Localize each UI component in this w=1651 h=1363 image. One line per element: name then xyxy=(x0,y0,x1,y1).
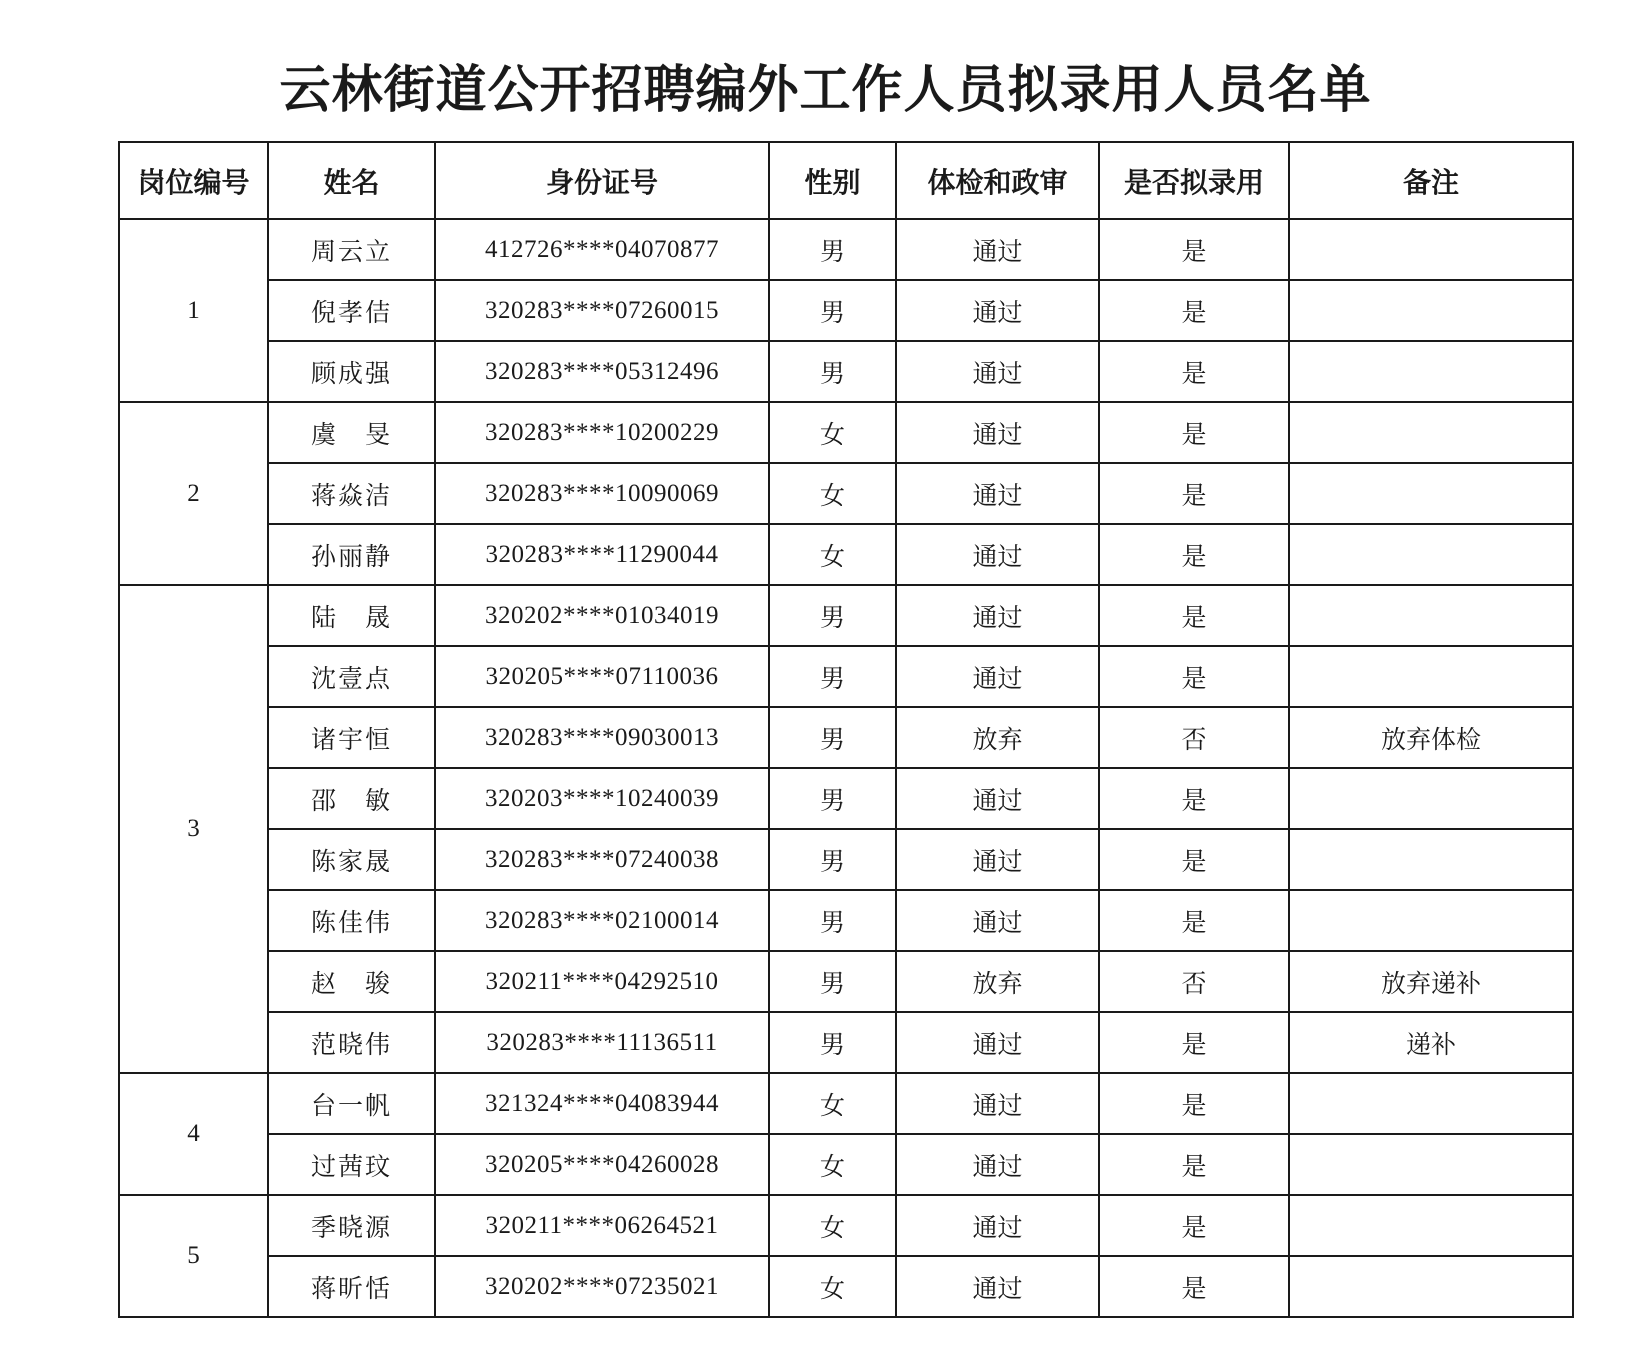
remarks-cell xyxy=(1289,890,1573,951)
name-cell: 诸宇恒 xyxy=(268,707,435,768)
exam-review-cell: 通过 xyxy=(896,1134,1099,1195)
header-gender: 性别 xyxy=(769,142,896,219)
gender-cell: 男 xyxy=(769,646,896,707)
remarks-cell: 放弃递补 xyxy=(1289,951,1573,1012)
id-number-cell: 320283****02100014 xyxy=(435,890,769,951)
id-number-cell: 320283****10200229 xyxy=(435,402,769,463)
post-number-cell: 2 xyxy=(119,402,268,585)
id-number-cell: 320283****11136511 xyxy=(435,1012,769,1073)
name-cell: 季晓源 xyxy=(268,1195,435,1256)
proposed-hire-cell: 否 xyxy=(1099,951,1289,1012)
proposed-hire-cell: 是 xyxy=(1099,1256,1289,1317)
remarks-cell xyxy=(1289,1195,1573,1256)
id-number-cell: 320283****11290044 xyxy=(435,524,769,585)
name-cell: 孙丽静 xyxy=(268,524,435,585)
post-number-cell: 1 xyxy=(119,219,268,402)
gender-cell: 男 xyxy=(769,341,896,402)
hiring-roster-table xyxy=(118,141,1574,1318)
header-exam-review: 体检和政审 xyxy=(896,142,1099,219)
gender-cell: 女 xyxy=(769,524,896,585)
gender-cell: 女 xyxy=(769,1195,896,1256)
proposed-hire-cell: 是 xyxy=(1099,341,1289,402)
gender-cell: 男 xyxy=(769,219,896,280)
header-name: 姓名 xyxy=(268,142,435,219)
table-row xyxy=(119,951,1573,1012)
exam-review-cell: 通过 xyxy=(896,402,1099,463)
table-row xyxy=(119,463,1573,524)
table-row xyxy=(119,829,1573,890)
exam-review-cell: 通过 xyxy=(896,1256,1099,1317)
proposed-hire-cell: 否 xyxy=(1099,707,1289,768)
gender-cell: 女 xyxy=(769,1256,896,1317)
proposed-hire-cell: 是 xyxy=(1099,1012,1289,1073)
table-row xyxy=(119,585,1573,646)
table-row xyxy=(119,1134,1573,1195)
exam-review-cell: 通过 xyxy=(896,768,1099,829)
header-remarks: 备注 xyxy=(1289,142,1573,219)
proposed-hire-cell: 是 xyxy=(1099,890,1289,951)
post-number-cell: 3 xyxy=(119,585,268,1073)
id-number-cell: 321324****04083944 xyxy=(435,1073,769,1134)
document-title: 云林街道公开招聘编外工作人员拟录用人员名单 xyxy=(279,60,1372,120)
gender-cell: 男 xyxy=(769,585,896,646)
table-row xyxy=(119,402,1573,463)
table-row xyxy=(119,1012,1573,1073)
proposed-hire-cell: 是 xyxy=(1099,1134,1289,1195)
id-number-cell: 320211****04292510 xyxy=(435,951,769,1012)
proposed-hire-cell: 是 xyxy=(1099,768,1289,829)
remarks-cell xyxy=(1289,768,1573,829)
post-number-cell: 5 xyxy=(119,1195,268,1317)
name-cell: 赵 骏 xyxy=(268,951,435,1012)
proposed-hire-cell: 是 xyxy=(1099,829,1289,890)
table-row xyxy=(119,1073,1573,1134)
gender-cell: 男 xyxy=(769,707,896,768)
exam-review-cell: 通过 xyxy=(896,463,1099,524)
name-cell: 顾成强 xyxy=(268,341,435,402)
remarks-cell: 递补 xyxy=(1289,1012,1573,1073)
id-number-cell: 320283****05312496 xyxy=(435,341,769,402)
proposed-hire-cell: 是 xyxy=(1099,524,1289,585)
exam-review-cell: 通过 xyxy=(896,890,1099,951)
exam-review-cell: 通过 xyxy=(896,585,1099,646)
exam-review-cell: 放弃 xyxy=(896,951,1099,1012)
exam-review-cell: 通过 xyxy=(896,646,1099,707)
name-cell: 过茜玟 xyxy=(268,1134,435,1195)
name-cell: 蒋焱洁 xyxy=(268,463,435,524)
table-row xyxy=(119,646,1573,707)
id-number-cell: 320283****07240038 xyxy=(435,829,769,890)
table-row xyxy=(119,524,1573,585)
table-row xyxy=(119,768,1573,829)
id-number-cell: 412726****04070877 xyxy=(435,219,769,280)
remarks-cell xyxy=(1289,463,1573,524)
id-number-cell: 320205****07110036 xyxy=(435,646,769,707)
name-cell: 邵 敏 xyxy=(268,768,435,829)
exam-review-cell: 通过 xyxy=(896,524,1099,585)
remarks-cell xyxy=(1289,219,1573,280)
id-number-cell: 320203****10240039 xyxy=(435,768,769,829)
exam-review-cell: 通过 xyxy=(896,829,1099,890)
exam-review-cell: 通过 xyxy=(896,1195,1099,1256)
id-number-cell: 320205****04260028 xyxy=(435,1134,769,1195)
id-number-cell: 320202****07235021 xyxy=(435,1256,769,1317)
id-number-cell: 320283****10090069 xyxy=(435,463,769,524)
remarks-cell xyxy=(1289,1134,1573,1195)
remarks-cell xyxy=(1289,1256,1573,1317)
gender-cell: 男 xyxy=(769,280,896,341)
name-cell: 范晓伟 xyxy=(268,1012,435,1073)
name-cell: 倪孝佶 xyxy=(268,280,435,341)
name-cell: 陆 晟 xyxy=(268,585,435,646)
proposed-hire-cell: 是 xyxy=(1099,1073,1289,1134)
proposed-hire-cell: 是 xyxy=(1099,646,1289,707)
proposed-hire-cell: 是 xyxy=(1099,463,1289,524)
gender-cell: 女 xyxy=(769,1073,896,1134)
remarks-cell xyxy=(1289,1073,1573,1134)
header-id-number: 身份证号 xyxy=(435,142,769,219)
name-cell: 沈壹点 xyxy=(268,646,435,707)
id-number-cell: 320283****09030013 xyxy=(435,707,769,768)
name-cell: 台一帆 xyxy=(268,1073,435,1134)
table-row xyxy=(119,280,1573,341)
post-number-cell: 4 xyxy=(119,1073,268,1195)
name-cell: 蒋昕恬 xyxy=(268,1256,435,1317)
remarks-cell xyxy=(1289,402,1573,463)
remarks-cell xyxy=(1289,646,1573,707)
gender-cell: 女 xyxy=(769,402,896,463)
gender-cell: 男 xyxy=(769,768,896,829)
gender-cell: 男 xyxy=(769,890,896,951)
proposed-hire-cell: 是 xyxy=(1099,1195,1289,1256)
remarks-cell: 放弃体检 xyxy=(1289,707,1573,768)
exam-review-cell: 通过 xyxy=(896,1073,1099,1134)
table-row xyxy=(119,707,1573,768)
table-row xyxy=(119,219,1573,280)
remarks-cell xyxy=(1289,341,1573,402)
proposed-hire-cell: 是 xyxy=(1099,585,1289,646)
gender-cell: 男 xyxy=(769,951,896,1012)
id-number-cell: 320211****06264521 xyxy=(435,1195,769,1256)
proposed-hire-cell: 是 xyxy=(1099,280,1289,341)
name-cell: 陈家晟 xyxy=(268,829,435,890)
exam-review-cell: 通过 xyxy=(896,280,1099,341)
table-row xyxy=(119,1256,1573,1317)
proposed-hire-cell: 是 xyxy=(1099,219,1289,280)
exam-review-cell: 放弃 xyxy=(896,707,1099,768)
name-cell: 虞 旻 xyxy=(268,402,435,463)
gender-cell: 男 xyxy=(769,1012,896,1073)
header-row xyxy=(119,142,1573,219)
remarks-cell xyxy=(1289,280,1573,341)
table-row xyxy=(119,890,1573,951)
remarks-cell xyxy=(1289,524,1573,585)
remarks-cell xyxy=(1289,585,1573,646)
exam-review-cell: 通过 xyxy=(896,341,1099,402)
header-post-number: 岗位编号 xyxy=(119,142,268,219)
name-cell: 周云立 xyxy=(268,219,435,280)
header-proposed-hire: 是否拟录用 xyxy=(1099,142,1289,219)
proposed-hire-cell: 是 xyxy=(1099,402,1289,463)
gender-cell: 女 xyxy=(769,463,896,524)
name-cell: 陈佳伟 xyxy=(268,890,435,951)
table-row xyxy=(119,341,1573,402)
exam-review-cell: 通过 xyxy=(896,219,1099,280)
remarks-cell xyxy=(1289,829,1573,890)
exam-review-cell: 通过 xyxy=(896,1012,1099,1073)
id-number-cell: 320283****07260015 xyxy=(435,280,769,341)
gender-cell: 男 xyxy=(769,829,896,890)
table-row xyxy=(119,1195,1573,1256)
gender-cell: 女 xyxy=(769,1134,896,1195)
id-number-cell: 320202****01034019 xyxy=(435,585,769,646)
